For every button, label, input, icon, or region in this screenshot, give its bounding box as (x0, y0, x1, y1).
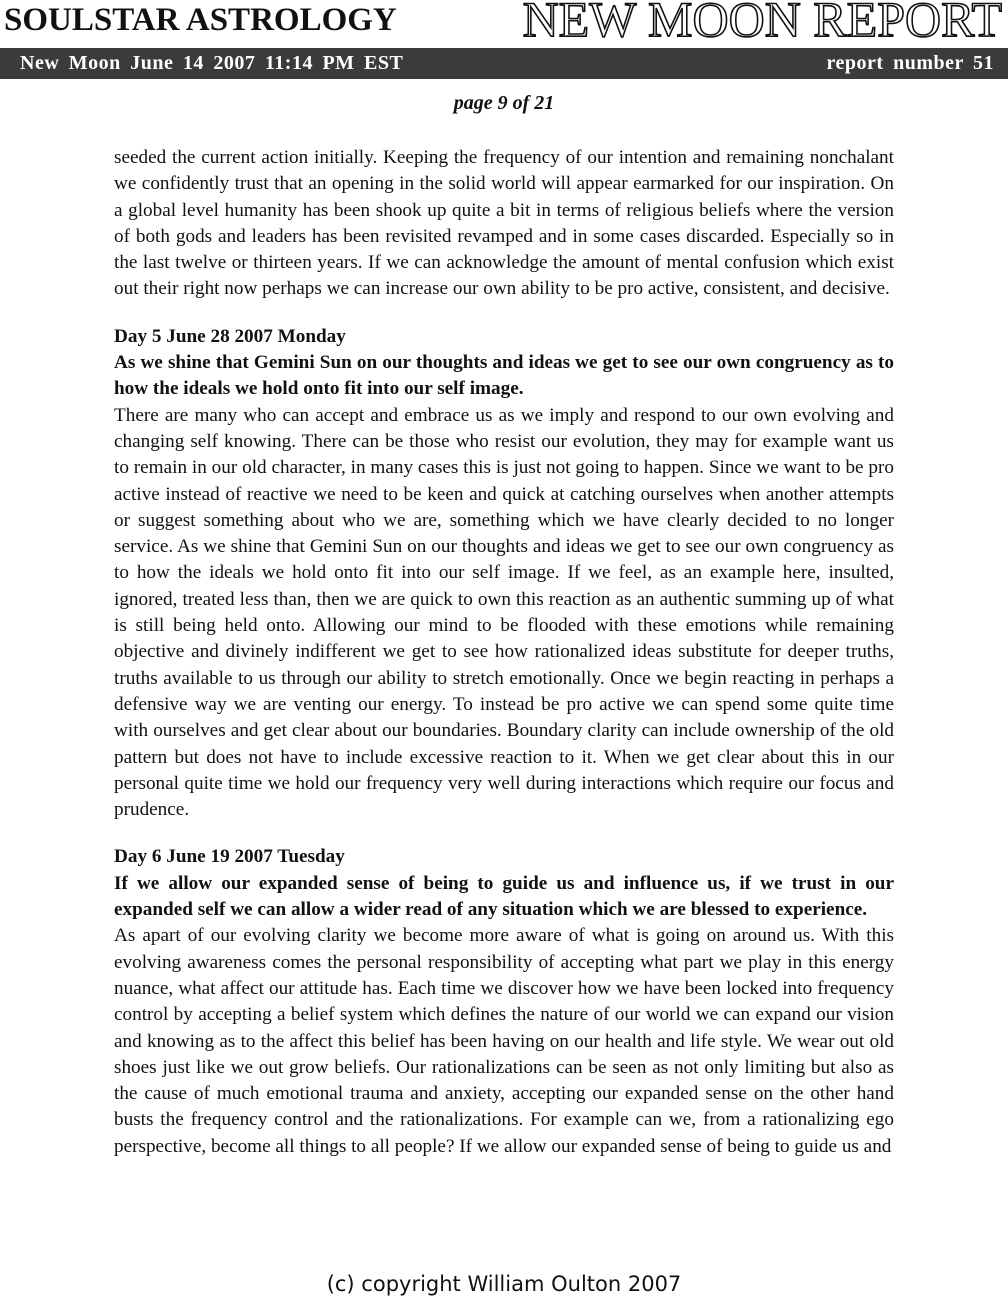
page-number: page 9 of 21 (453, 92, 555, 114)
section-theme: If we allow our expanded sense of being to guide us and influence us, if we trust in our expanded self we can allow a wider read of any situation which we are blessed to experience. (114, 872, 894, 921)
report-number: report number 51 (826, 52, 994, 74)
intro-paragraph: seeded the current action initially. Keeping the frequency of our intention and remaining nonchalant we confidently trust that an opening in the solid world will appear earmarked for our inspiration. On a global level humanity has been shook up quite a bit in terms of religious beliefs where the version of both gods and leaders has been revisited revamped and in some cases discarded. Especially so in the last twelve or thirteen years. If we can acknowledge the amount of mental confusion which exist out their right now perhaps we can increase our own ability to be pro active, consistent, and decisive. (114, 147, 894, 300)
section-body: As apart of our evolving clarity we become more aware of what is going on around us. With this evolving awareness comes the personal responsibility of accepting what part we play in this energy nuance, what affect our attitude has. Each time we discover how we have been locked into frequency control by accepting a belief system which defines the nature of our world we can expand our vision and knowing as to the affect this belief has been having on our health and life style. We wear out old shoes just like we out grow beliefs. Our rationalizations can be seen as not only limiting but also as the cause of much emotional trauma and anxiety, accepting our expanded sense on the other hand busts the frequency control and the rationalizations. For example can we, from a rationalizing ego perspective, become all things to all people? If we allow our expanded sense of being to guide us and (114, 925, 894, 1157)
document-body (114, 145, 894, 1160)
section-body: There are many who can accept and embrace us as we imply and respond to our own evolving and changing self knowing. There can be those who resist our evolution, they may for example want us to remain in our old character, in many cases this is just not going to happen. Since we want to be pro active instead of reactive we need to be keen and quick at catching ourselves when another attempts or suggest something about who we are, something which we have clearly decided to no longer service. As we shine that Gemini Sun on our thoughts and ideas we get to see our own congruency as to how the ideals we hold onto fit into our self image. If we feel, as an example here, insulted, ignored, treated less than, then we are quick to own this reaction as an authentic summing up of what is still being held onto. Allowing our mind to be flooded with these emotions while remaining objective and divinely indifferent we get to see how rationalized ideas substitute for deeper truths, truths available to us through our ability to stretch emotionally. Once we begin reacting in perhaps a defensive way we are venting our energy. To instead be pro active we can spend some quite time with ourselves and get clear about our boundaries. Boundary clarity can include ownership of the old pattern but does not have to include excessive reaction to it. When we get clear about this in our personal quite time we hold our frequency very well during interactions which require our focus and prudence. (114, 404, 894, 821)
new-moon-date: New Moon June 14 2007 11:14 PM EST (20, 52, 404, 74)
section-heading: Day 6 June 19 2007 Tuesday (114, 846, 345, 868)
section-heading: Day 5 June 28 2007 Monday (114, 325, 346, 347)
paragraph-gap (114, 823, 894, 844)
header-bar (0, 48, 1008, 79)
header-report-title: NEW MOON REPORT (522, 0, 1002, 47)
paragraph-gap (114, 303, 894, 324)
copyright-footer: (c) copyright William Oulton 2007 (326, 1272, 682, 1296)
section-theme: As we shine that Gemini Sun on our thoughts and ideas we get to see our own congruency as to how the ideals we hold onto fit into our self image. (114, 352, 894, 400)
header-publisher: SOULSTAR ASTROLOGY (4, 2, 397, 38)
